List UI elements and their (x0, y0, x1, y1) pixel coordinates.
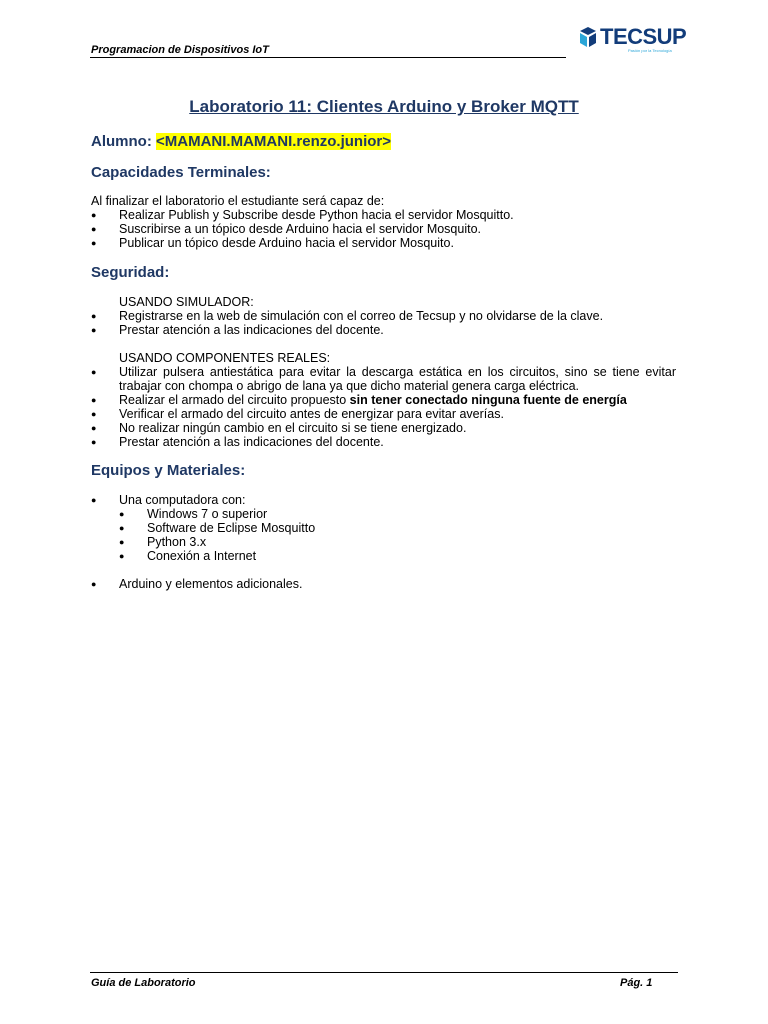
list-item: ● Arduino y elementos adicionales. (91, 577, 676, 591)
list-item: ● Windows 7 o superior (119, 507, 519, 521)
header-divider (90, 57, 566, 58)
list-item: ● Prestar atención a las indicaciones del docente. (91, 435, 676, 449)
equipos-list-2 (91, 577, 676, 591)
equipos-heading: Equipos y Materiales: (91, 462, 246, 479)
simulador-list (91, 309, 676, 337)
list-item-bold-text: sin tener conectado ninguna fuente de energía (349, 393, 627, 407)
list-item: ● Utilizar pulsera antiestática para evitar la descarga estática en los circuitos, sino se tiene evitar trabajar con chompa o abrigo de lana ya que dicho material genera carga eléctrica. (91, 365, 676, 393)
list-item: ● Registrarse en la web de simulación con el correo de Tecsup y no olvidarse de la clave. (91, 309, 676, 323)
student-name: <MAMANI.MAMANI.renzo.junior> (156, 133, 391, 150)
document-title-text: Laboratorio 11: Clientes Arduino y Broker MQTT (189, 97, 579, 116)
list-item: ● Software de Eclipse Mosquitto (119, 521, 519, 535)
list-item-text: Realizar el armado del circuito propuesto (119, 393, 350, 407)
tecsup-logo (576, 24, 687, 54)
list-item: ● Suscribirse a un tópico desde Arduino hacia el servidor Mosquito. (91, 222, 676, 236)
list-item: ● Prestar atención a las indicaciones del docente. (91, 323, 676, 337)
seguridad-heading: Seguridad: (91, 264, 170, 281)
header-course-title: Programacion de Dispositivos IoT (91, 44, 269, 56)
list-item: ● Realizar Publish y Subscribe desde Python hacia el servidor Mosquitto. (91, 208, 676, 222)
capacidades-heading: Capacidades Terminales: (91, 164, 271, 181)
logo-wordmark: TECSUP (600, 24, 687, 49)
page-number: Pág. 1 (620, 977, 653, 989)
equipos-list (91, 493, 676, 507)
student-line (91, 133, 391, 150)
reales-label: USANDO COMPONENTES REALES: (119, 351, 331, 365)
equipos-sub-list (119, 507, 519, 563)
capacidades-intro: Al finalizar el laboratorio el estudiante será capaz de: (91, 194, 385, 208)
document-title (0, 97, 768, 117)
list-item: ● No realizar ningún cambio en el circuito si se tiene energizado. (91, 421, 676, 435)
list-item: ● Verificar el armado del circuito antes de energizar para evitar averías. (91, 407, 676, 421)
list-item: ● Una computadora con: (91, 493, 676, 507)
list-item: ● Python 3.x (119, 535, 519, 549)
student-label: Alumno: (91, 133, 152, 150)
list-item: ● Conexión a Internet (119, 549, 519, 563)
logo-tagline: Pasión por la Tecnología (628, 48, 672, 53)
tecsup-logo-icon (576, 26, 600, 50)
simulador-label: USANDO SIMULADOR: (119, 295, 254, 309)
reales-list (91, 365, 676, 449)
list-item (91, 393, 676, 407)
footer-divider (90, 972, 678, 973)
capacidades-list (91, 208, 676, 250)
list-item: ● Publicar un tópico desde Arduino hacia el servidor Mosquito. (91, 236, 676, 250)
footer-guide-label: Guía de Laboratorio (91, 977, 196, 989)
